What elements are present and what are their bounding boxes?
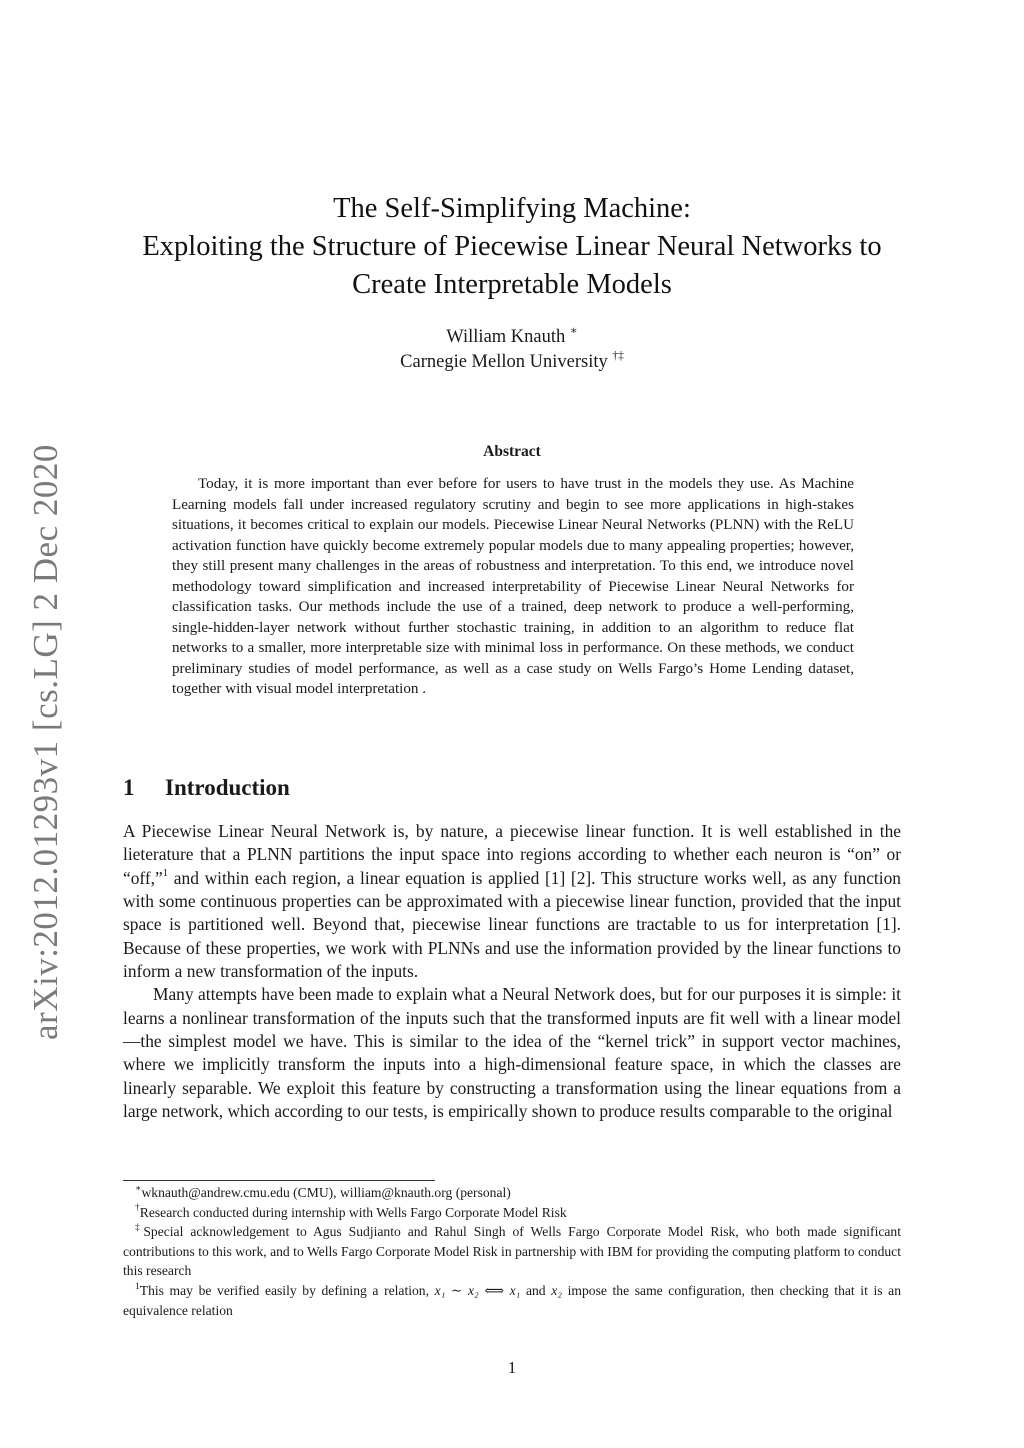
affiliation-footnote-marks: †‡ xyxy=(612,349,624,362)
footnote-text: and xyxy=(520,1282,552,1298)
paragraph-text: and within each region, a linear equation is applied [1] [2]. This structure works well, as any function with some continuous properties can be approximated with a piecewise linear function, provided that the input space is partitioned well. Beyond that, piecewise linear functions are tractable to us for interpretation [1]. Because of these properties, we work with PLNNs and use the information provided by the linear functions to inform a new transformation of the inputs. xyxy=(123,867,901,982)
footnote xyxy=(123,1281,901,1320)
footnote-text: Research conducted during internship with Wells Fargo Corporate Model Risk xyxy=(139,1204,567,1220)
author-name-line xyxy=(200,325,824,350)
footnote-mark: ‡ xyxy=(135,1222,144,1233)
footnote-text: wknauth@andrew.cmu.edu (CMU), william@knauth.org (personal) xyxy=(141,1185,511,1200)
section-number: 1 xyxy=(123,775,135,800)
author-name: William Knauth xyxy=(446,327,566,347)
title-line: The Self-Simplifying Machine: xyxy=(333,193,691,224)
footnote-text: impose the same configuration, then checking that it is an equivalence relation xyxy=(123,1282,902,1318)
section-heading-introduction xyxy=(123,773,623,803)
footnote-text: This may be verified easily by defining a relation, xyxy=(139,1282,435,1298)
footnote-mark: 1 xyxy=(135,1281,140,1292)
author-block xyxy=(200,325,824,375)
footnote-mark: † xyxy=(135,1203,140,1214)
footnote-ref-link[interactable]: 1 xyxy=(162,866,169,879)
footnote-text: Special acknowledgement to Agus Sudjianto and Rahul Singh of Wells Fargo Corporate Model Risk, who both made significant contributions to this work, and to Wells Fargo Corporate Model Risk in partnership with IBM for providing the computing platform to conduct this research xyxy=(123,1224,901,1279)
page-number: 1 xyxy=(507,1358,517,1377)
math-expression: x₂ xyxy=(551,1282,562,1298)
abstract-heading: Abstract xyxy=(483,443,541,460)
math-expression: x₁ ∼ x₂ xyxy=(434,1282,479,1298)
footnote xyxy=(123,1222,901,1281)
paper-title xyxy=(100,190,924,304)
math-expression: x₁ xyxy=(509,1282,521,1298)
introduction-body xyxy=(123,820,901,1123)
body-paragraph: Many attempts have been made to explain what a Neural Network does, but for our purposes it is simple: it learns a nonlinear transformation of the inputs such that the transformed inputs are fit well with a linear model—the simplest model we have. This is similar to the idea of the “kernel trick” in support vector machines, where we implicitly transform the inputs into a high-dimensional feature space, in which the classes are linearly separable. We exploit this feature by constructing a transformation using the linear equations from a large network, which according to our tests, is empirically shown to produce results comparable to the original xyxy=(123,984,901,1122)
section-title: Introduction xyxy=(165,775,290,800)
iff-symbol: ⟺ xyxy=(484,1282,504,1298)
footnote xyxy=(123,1183,901,1203)
footnote-mark: ∗ xyxy=(135,1183,142,1194)
body-paragraph xyxy=(123,820,901,983)
abstract-body xyxy=(172,474,854,700)
arxiv-identifier-stamp: arXiv:2012.01293v1 [cs.LG] 2 Dec 2020 xyxy=(26,444,65,1040)
footnotes xyxy=(123,1183,901,1320)
footnote-divider xyxy=(123,1180,435,1181)
author-affiliation: Carnegie Mellon University xyxy=(400,352,608,372)
footnote xyxy=(123,1203,901,1223)
title-line: Exploiting the Structure of Piecewise Linear Neural Networks to xyxy=(142,231,882,262)
title-line: Create Interpretable Models xyxy=(352,269,672,300)
author-footnote-mark: ∗ xyxy=(569,324,578,337)
paragraph-text: A Piecewise Linear Neural Network is, by nature, a piecewise linear function. It is well established in the lieterature that a PLNN partitions the input space into regions according to whether each neuron is “on” or “off,” xyxy=(123,821,901,888)
abstract-paragraph: Today, it is more important than ever before for users to have trust in the models they use. As Machine Learning models fall under increased regulatory scrutiny and begin to see more applications in high-stakes situations, it becomes critical to explain our models. Piecewise Linear Neural Networks (PLNN) with the ReLU activation function have quickly become extremely popular models due to many appealing properties; however, they still present many challenges in the areas of robustness and interpretation. To this end, we introduce novel methodology toward simplification and increased interpretability of Piecewise Linear Neural Networks for classification tasks. Our methods include the use of a trained, deep network to produce a well-performing, single-hidden-layer network without further stochastic training, in addition to an algorithm to reduce flat networks to a smaller, more interpretable size with minimal loss in performance. On these methods, we conduct preliminary studies of model performance, as well as a case study on Wells Fargo’s Home Lending dataset, together with visual model interpretation . xyxy=(172,476,854,697)
affiliation-line xyxy=(200,350,824,375)
